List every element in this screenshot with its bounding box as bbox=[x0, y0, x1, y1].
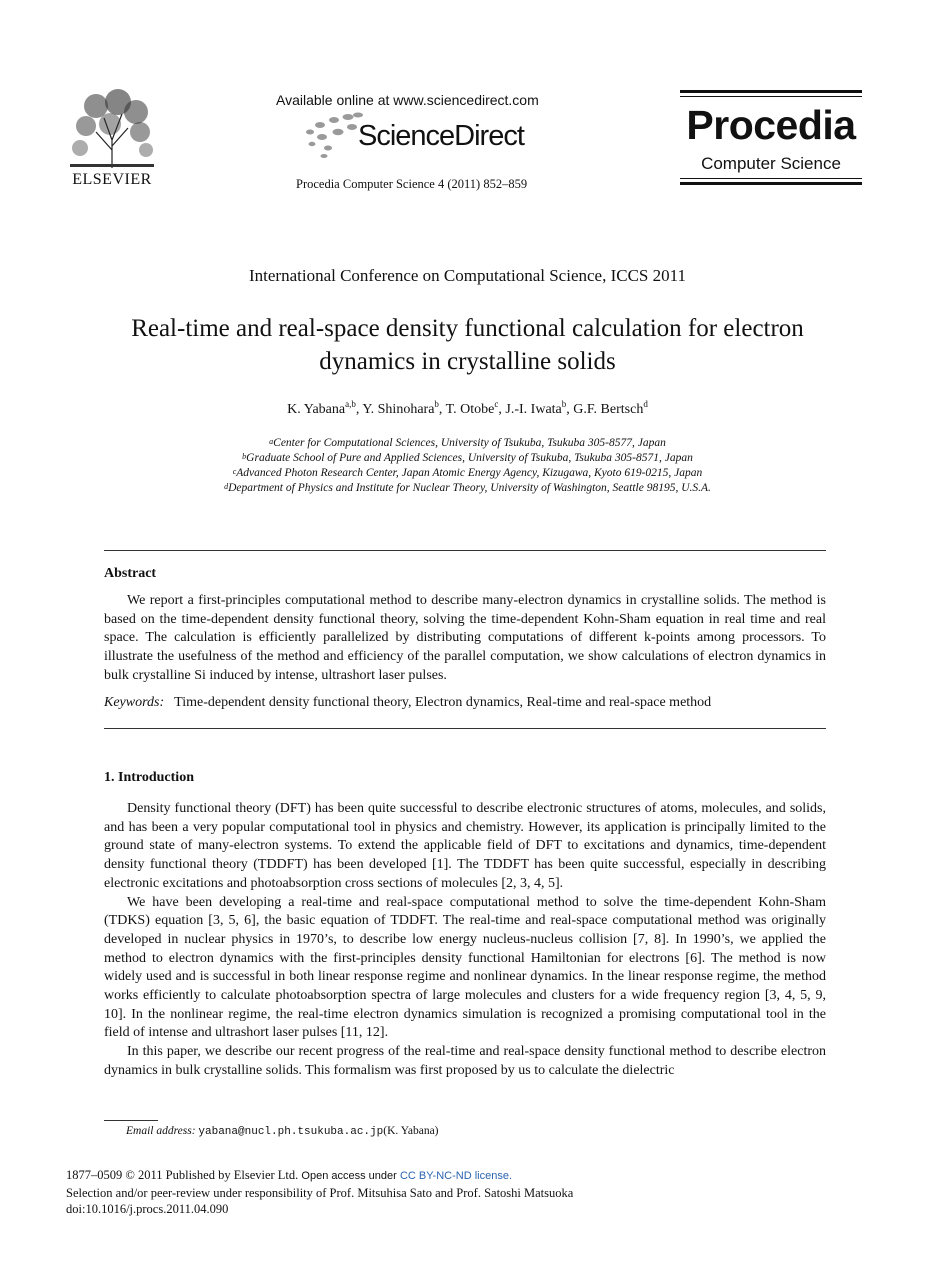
procedia-logo-title: Procedia bbox=[686, 102, 856, 148]
affiliation-mark: b bbox=[242, 452, 247, 461]
footnote bbox=[126, 1125, 439, 1138]
affiliation-list bbox=[0, 436, 935, 496]
open-access-text: Open access under bbox=[301, 1170, 397, 1182]
author-name: G.F. Bertsch bbox=[573, 402, 644, 417]
author-name: J.-I. Iwata bbox=[505, 402, 562, 417]
abstract-heading: Abstract bbox=[104, 566, 157, 581]
affiliation bbox=[0, 436, 935, 451]
section-heading-introduction: 1. Introduction bbox=[104, 770, 194, 785]
abstract-top-rule bbox=[104, 550, 826, 551]
journal-reference: Procedia Computer Science 4 (2011) 852–859 bbox=[296, 177, 528, 191]
keywords-label: Keywords: bbox=[104, 695, 165, 710]
footnote-rule bbox=[104, 1120, 158, 1121]
author-separator: , bbox=[355, 402, 363, 417]
doi: doi:10.1016/j.procs.2011.04.090 bbox=[66, 1202, 229, 1216]
affiliation bbox=[0, 451, 935, 466]
page-footer bbox=[66, 1167, 573, 1218]
author-name: T. Otobe bbox=[445, 402, 495, 417]
paragraph: In this paper, we describe our recent progress of the real-time and real-space density functional method to describe electron dynamics in bulk crystalline solids. This formalism was first proposed by us to calculate the dielectric bbox=[104, 1044, 826, 1078]
author-affiliation-mark: c bbox=[494, 399, 499, 409]
paragraph: Density functional theory (DFT) has been quite successful to describe electronic structures of atoms, molecules, and solids, and has been a very popular computational tool in physics and chemistry. However, its application is principally limited to the ground state of many-electron systems. To extend the applicable field of DFT to excitations and dynamics, time-dependent density functional theory (TDDFT) has been developed [1]. The TDDFT has been quite successful, especially in describing electronic excitations and photoabsorption cross sections of molecules [2, 3, 4, 5]. bbox=[104, 801, 826, 891]
affiliation-text: Graduate School of Pure and Applied Sciences, University of Tsukuba, Tsukuba 305-8571, Japan bbox=[246, 452, 693, 464]
license-link[interactable]: CC BY-NC-ND license. bbox=[399, 1170, 512, 1182]
footnote-author: (K. Yabana) bbox=[383, 1125, 439, 1137]
publisher-logo-text: ELSEVIER bbox=[72, 171, 152, 188]
author-name: K. Yabana bbox=[287, 402, 346, 417]
available-online-text: Available online at www.sciencedirect.com bbox=[276, 92, 539, 108]
footer-copyright-line bbox=[66, 1167, 573, 1185]
issn-copyright: 1877–0509 © 2011 Published by Elsevier Ltd. bbox=[66, 1168, 299, 1182]
conference-name: International Conference on Computational Science, ICCS 2011 bbox=[248, 266, 686, 285]
author-separator: , bbox=[566, 402, 574, 417]
abstract-body bbox=[104, 592, 826, 686]
title-line: dynamics in crystalline solids bbox=[319, 348, 616, 375]
paragraph: We have been developing a real-time and real-space computational method to solve the time-dependent Kohn-Sham (TDKS) equation [3, 5, 6], the basic equation of TDDFT. The real-time and real-space computational method was originally developed in nuclear physics in 1970’s, to describe low energy nucleus-nucleus collision [7, 8]. In 1990’s, we applied the method to electron dynamics with the first-principles density functional Hamiltonian for electrons [6]. The method is now widely used and is successful in both linear response regime and nonlinear dynamics. In the linear response regime, the method works efficiently to calculate photoabsorption spectra of large molecules and clusters for a wide frequency region [3, 4, 5, 9, 10]. In the nonlinear regime, the real-time electron dynamics simulation is recognized a promising computational tool in the field of intense and ultrashort laser pulses [11, 12]. bbox=[104, 894, 826, 1041]
affiliation-text: Center for Computational Sciences, University of Tsukuba, Tsukuba 305-8577, Japan bbox=[273, 437, 666, 449]
author-list bbox=[0, 399, 935, 418]
author-separator: , bbox=[438, 402, 446, 417]
affiliation bbox=[0, 466, 935, 481]
abstract-bottom-rule bbox=[104, 728, 826, 729]
email-link[interactable]: yabana@nucl.ph.tsukuba.ac.jp bbox=[198, 1126, 384, 1138]
author-name: Y. Shinohara bbox=[362, 402, 435, 417]
footnote-label: Email address: bbox=[126, 1125, 196, 1137]
author-affiliation-mark: d bbox=[643, 399, 648, 409]
author-affiliation-mark: b bbox=[434, 399, 439, 409]
author-affiliation-mark: b bbox=[561, 399, 567, 409]
author-separator: , bbox=[498, 402, 506, 417]
sciencedirect-logo-text: ScienceDirect bbox=[358, 120, 524, 152]
keywords-text: Time-dependent density functional theory, Electron dynamics, Real-time and real-space method bbox=[174, 695, 712, 710]
affiliation-mark: a bbox=[269, 437, 274, 446]
introduction-body bbox=[104, 800, 826, 1081]
affiliation-mark: c bbox=[232, 467, 237, 476]
affiliation-text: Advanced Photon Research Center, Japan Atomic Energy Agency, Kizugawa, Kyoto 619-0215, Japan bbox=[236, 467, 703, 479]
keywords bbox=[104, 695, 711, 711]
title-line: Real-time and real-space density functional calculation for electron bbox=[131, 315, 804, 342]
abstract-text: We report a first-principles computational method to describe many-electron dynamics in crystalline solids. The method is based on the time-dependent density functional theory, solving the time-dependent Kohn-Sham equation in real time and real space. The calculation is efficiently parallelized by distributing computations of different k-points among processors. To illustrate the usefulness of the method and efficiency of the parallel computation, we show calculations of electron dynamics in bulk crystalline Si induced by intense, ultrashort laser pulses. bbox=[104, 593, 826, 683]
affiliation-text: Department of Physics and Institute for Nuclear Theory, University of Washington, Seattle 98195, U.S.A. bbox=[228, 482, 711, 494]
affiliation bbox=[0, 481, 935, 496]
procedia-logo-subtitle: Computer Science bbox=[701, 154, 841, 173]
author-affiliation-mark: a,b bbox=[345, 399, 356, 409]
affiliation-mark: d bbox=[224, 482, 229, 491]
peer-review-line: Selection and/or peer-review under responsibility of Prof. Mitsuhisa Sato and Prof. Satoshi Matsuoka bbox=[66, 1185, 574, 1200]
paper-title bbox=[80, 312, 855, 378]
